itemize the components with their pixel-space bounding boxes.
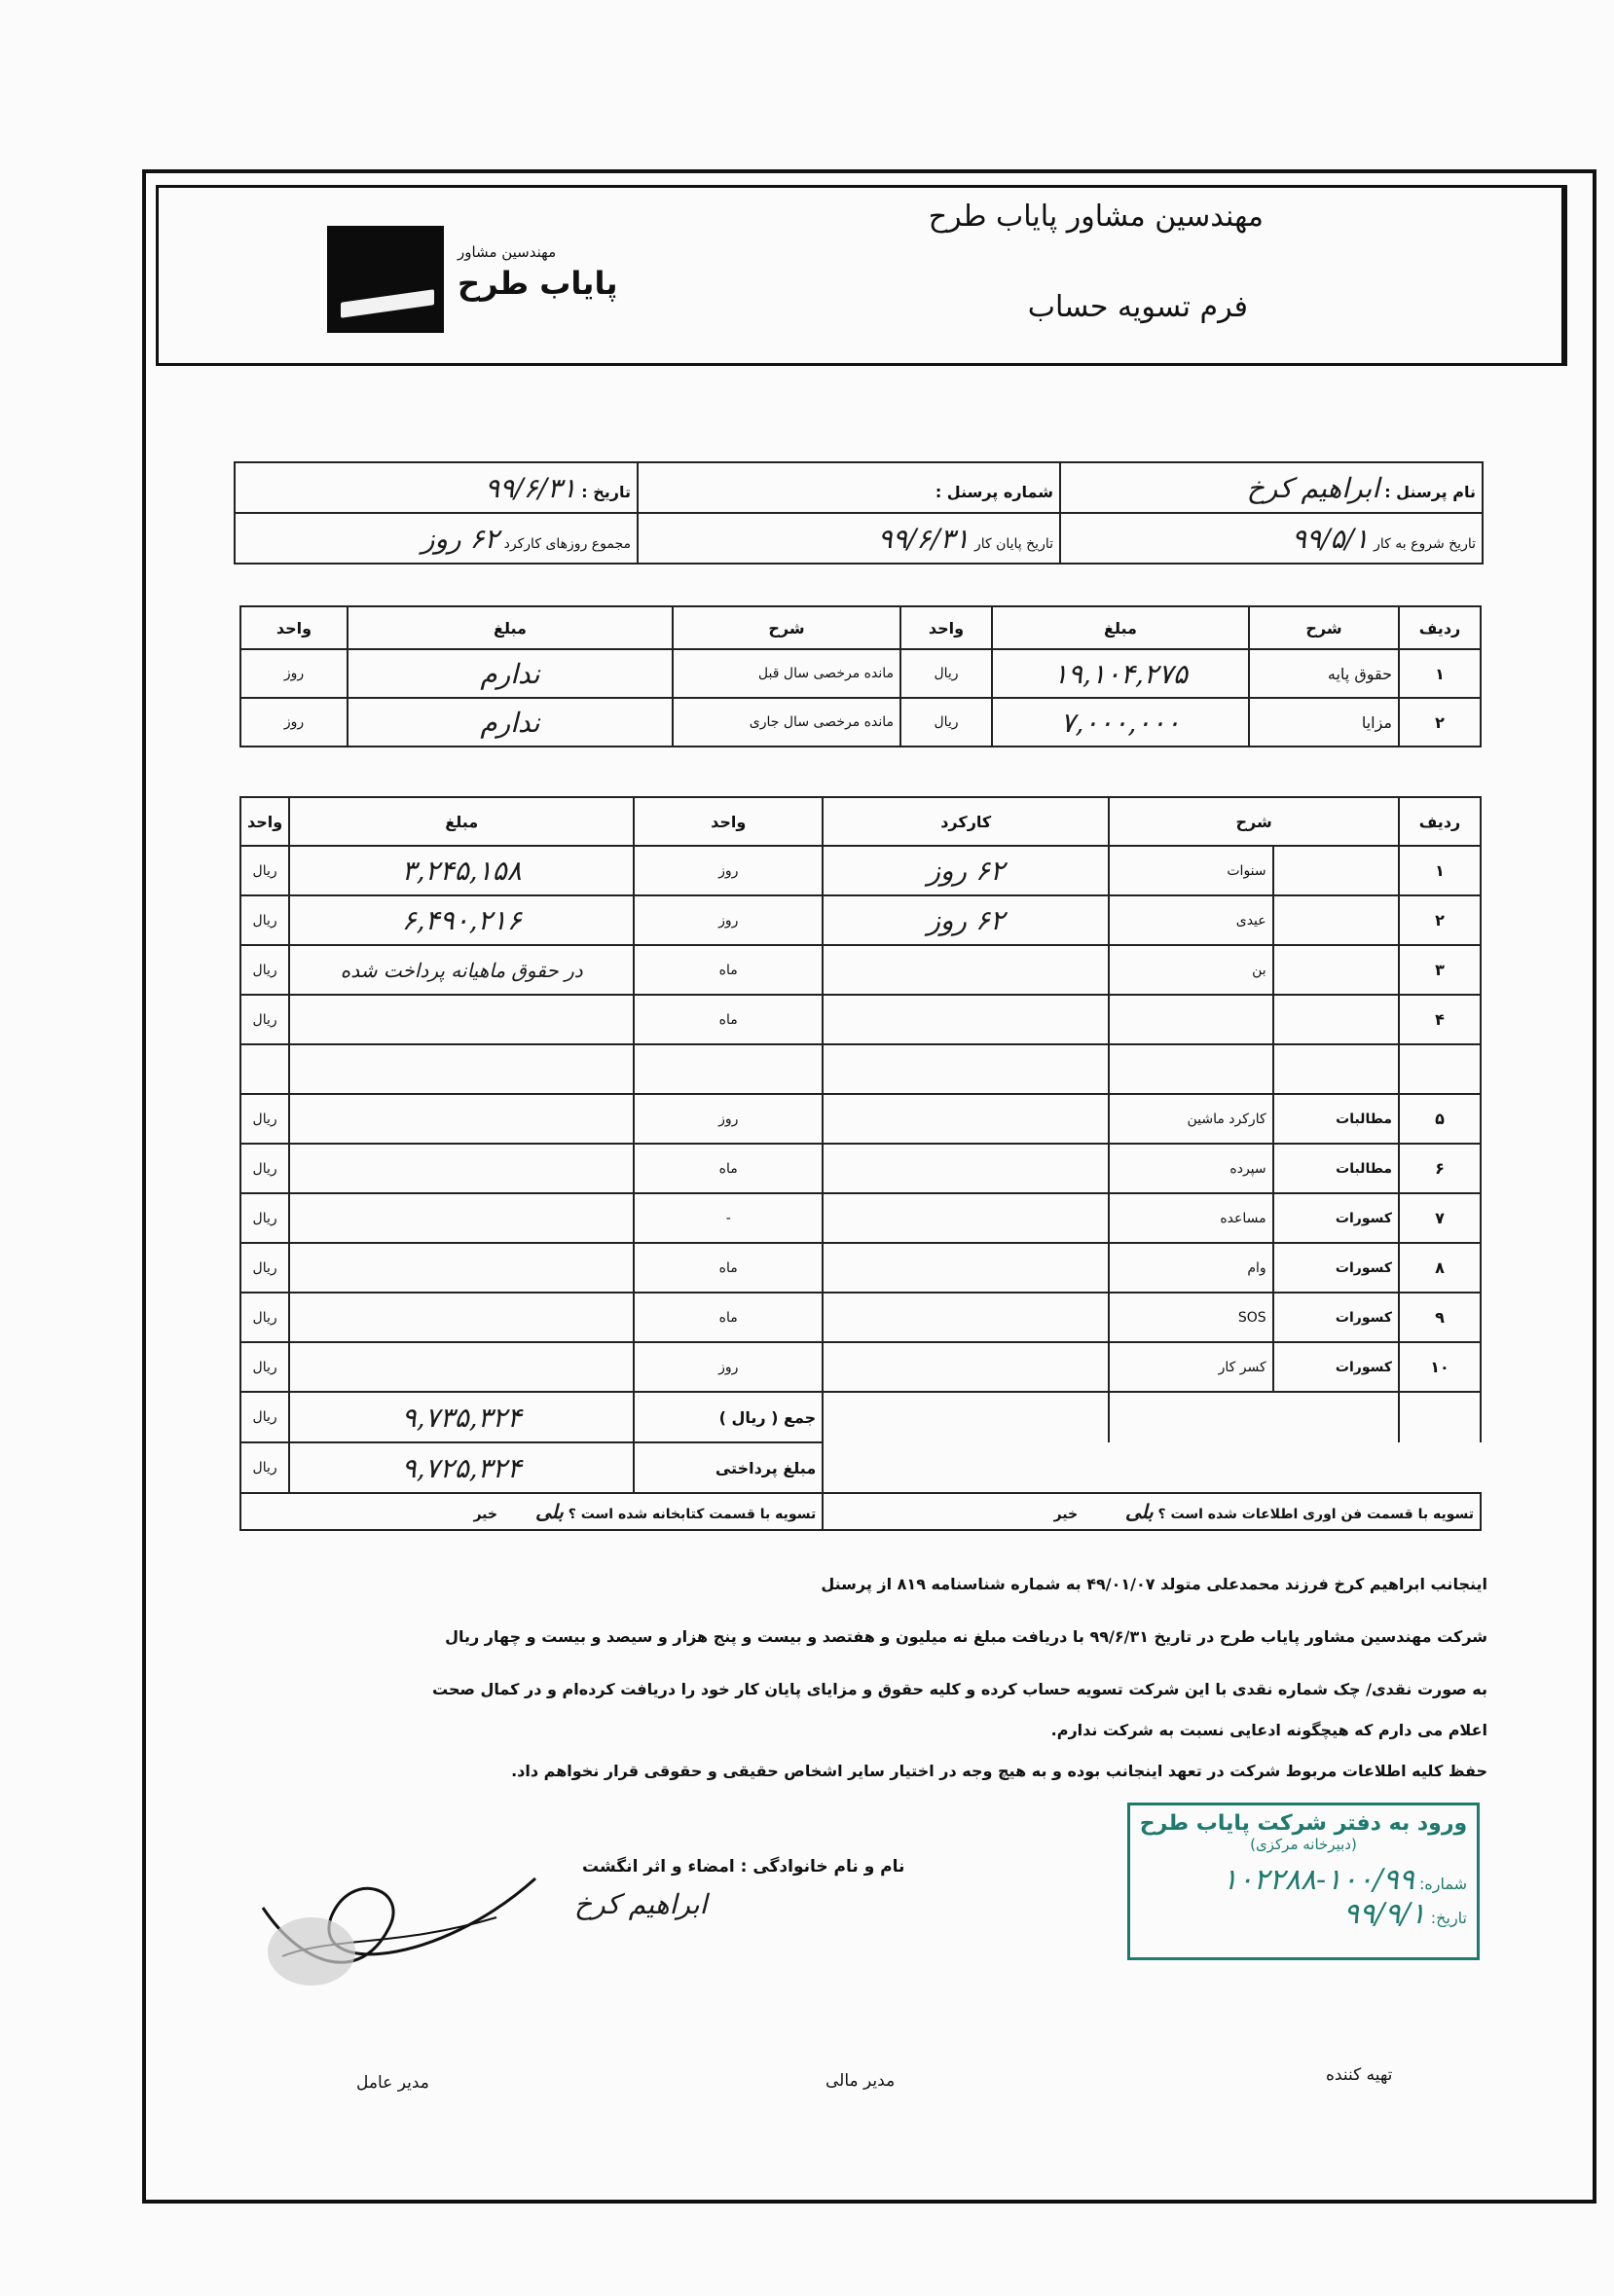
row-number: ۱ <box>1399 846 1481 895</box>
row-desc: حقوق پایه <box>1249 649 1399 698</box>
row-desc2: مانده مرخصی سال قبل <box>673 649 900 698</box>
row-work <box>823 1044 1109 1094</box>
row-desc: مساعده <box>1109 1193 1272 1243</box>
row-unit: ماه <box>634 1144 823 1193</box>
row-work: ۶۲ روز <box>823 895 1109 945</box>
row-unit <box>634 1044 823 1094</box>
row-category: مطالبات <box>1273 1144 1399 1193</box>
declaration-line-1: اینجانب ابراهیم کرخ فرزند محمدعلی متولد ۴۹/۰۱/۰۷ به شماره شناسنامه ۸۱۹ از پرسنل <box>821 1575 1487 1593</box>
row-number: ۴ <box>1399 995 1481 1044</box>
logo-big-text: پایاب طرح <box>458 265 618 302</box>
start-date-value: ۹۹/۵/۱ <box>1292 522 1370 555</box>
lib-yes: بلی <box>534 1500 564 1523</box>
row-category <box>1273 995 1399 1044</box>
row-unit2: ریال <box>240 1094 289 1144</box>
row-category <box>1273 945 1399 995</box>
personnel-no-label: شماره پرسنل : <box>935 482 1053 501</box>
row-amount <box>289 1193 634 1243</box>
row-amount <box>289 995 634 1044</box>
table-row <box>240 1293 1481 1342</box>
row-desc: وام <box>1109 1243 1272 1293</box>
paid-unit: ریال <box>240 1442 289 1493</box>
personnel-info-table <box>234 461 1484 565</box>
row-number: ۳ <box>1399 945 1481 995</box>
row-unit2: ریال <box>240 1193 289 1243</box>
start-date-label: تاریخ شروع به کار <box>1374 535 1476 552</box>
row-work <box>823 1193 1109 1243</box>
table-row <box>240 1342 1481 1392</box>
row-work <box>823 995 1109 1044</box>
row-work <box>823 1094 1109 1144</box>
table-row <box>240 649 1481 698</box>
row-category: کسورات <box>1273 1243 1399 1293</box>
total-label: جمع ( ریال ) <box>634 1392 823 1442</box>
col-header: واحد <box>240 797 289 846</box>
paid-label: مبلغ پرداختی <box>634 1442 823 1493</box>
table-row <box>240 698 1481 747</box>
row-unit2: ریال <box>240 995 289 1044</box>
company-name: مهندسین مشاور پایاب طرح <box>928 200 1264 234</box>
lib-no: خیر <box>473 1507 497 1522</box>
stamp-subtitle: (دبیرخانه مرکزی) <box>1250 1836 1357 1853</box>
total-days-label: مجموع روزهای کارکرد <box>503 535 631 552</box>
row-unit2: روز <box>240 649 348 698</box>
stamp-title: ورود به دفتر شرکت پایاب طرح <box>1139 1811 1468 1836</box>
row-unit: - <box>634 1193 823 1243</box>
logo-icon <box>327 226 444 333</box>
col-header: شرح <box>1249 606 1399 649</box>
settlement-table <box>239 796 1482 1531</box>
row-unit2: ریال <box>240 1144 289 1193</box>
row-work <box>823 1293 1109 1342</box>
declaration-line-4: اعلام می دارم که هیچگونه ادعایی نسبت به شرکت ندارم. <box>1050 1721 1487 1739</box>
row-number: ۱۰ <box>1399 1342 1481 1392</box>
declaration-line-3: به صورت نقدی/ چک شماره نقدی با این شرکت تسویه حساب کرده و کلیه حقوق و مزایای پایان کار خود را دریافت کرده‌ام و در کمال صحت <box>432 1680 1487 1698</box>
row-number: ۲ <box>1399 895 1481 945</box>
row-category: کسورات <box>1273 1342 1399 1392</box>
table-row <box>240 1243 1481 1293</box>
total-days-value: ۶۲ روز <box>422 522 499 555</box>
row-amount <box>289 1342 634 1392</box>
table-row <box>240 846 1481 895</box>
row-unit: ماه <box>634 945 823 995</box>
stamp-number-value: ۱۰۰/۹۹-۱۰۲۲۸۸ <box>1222 1863 1414 1897</box>
total-value: ۹,۷۳۵,۳۲۴ <box>289 1392 634 1442</box>
col-header: واحد <box>900 606 992 649</box>
row-category: مطالبات <box>1273 1094 1399 1144</box>
row-unit: ماه <box>634 1293 823 1342</box>
row-amount: در حقوق ماهیانه پرداخت شده <box>289 945 634 995</box>
table-row <box>240 895 1481 945</box>
table-row <box>240 995 1481 1044</box>
preparer-label: تهیه کننده <box>1326 2065 1393 2085</box>
it-yes: بلی <box>1124 1500 1154 1523</box>
signature-icon <box>243 1849 555 1995</box>
row-number: ۲ <box>1399 698 1481 747</box>
row-unit: ریال <box>900 698 992 747</box>
row-amount <box>289 1044 634 1094</box>
registry-stamp <box>1127 1803 1480 1960</box>
row-category <box>1273 846 1399 895</box>
end-date-label: تاریخ پایان کار <box>973 535 1053 552</box>
stamp-number-label: شماره: <box>1418 1875 1467 1893</box>
col-header: مبلغ <box>348 606 673 649</box>
row-amount: ۳,۲۴۵,۱۵۸ <box>289 846 634 895</box>
row-unit: روز <box>634 846 823 895</box>
logo-small-text: مهندسین مشاور <box>458 243 557 261</box>
form-title: فرم تسویه حساب <box>1027 290 1248 324</box>
row-unit2: ریال <box>240 945 289 995</box>
col-header: واحد <box>240 606 348 649</box>
signature-label: نام و نام خانوادگی : امضاء و اثر انگشت <box>582 1857 905 1877</box>
row-desc: سنوات <box>1109 846 1272 895</box>
declaration-line-2: شرکت مهندسین مشاور پایاب طرح در تاریخ ۹۹/۶/۳۱ با دریافت مبلغ نه میلیون و هفتصد و بیست و پنج هزار و سیصد و بیست و چهار ریال <box>445 1627 1487 1646</box>
row-unit2: ریال <box>240 1342 289 1392</box>
ceo-label: مدیر عامل <box>356 2073 429 2093</box>
row-amount: ۷,۰۰۰,۰۰۰ <box>992 698 1249 747</box>
table-row <box>240 1094 1481 1144</box>
row-amount2: ندارم <box>348 649 673 698</box>
col-header: ردیف <box>1399 606 1481 649</box>
table-row <box>240 1044 1481 1094</box>
row-work: ۶۲ روز <box>823 846 1109 895</box>
checks-row <box>240 1493 1481 1530</box>
date-value: ۹۹/۶/۳۱ <box>485 471 577 504</box>
row-unit: ریال <box>900 649 992 698</box>
end-date-value: ۹۹/۶/۳۱ <box>877 522 970 555</box>
row-desc: سپرده <box>1109 1144 1272 1193</box>
row-unit: ماه <box>634 995 823 1044</box>
col-header: کارکرد <box>823 797 1109 846</box>
row-unit: روز <box>634 895 823 945</box>
row-unit2: ریال <box>240 846 289 895</box>
row-number: ۶ <box>1399 1144 1481 1193</box>
col-header: مبلغ <box>992 606 1249 649</box>
row-amount <box>289 1094 634 1144</box>
finance-manager-label: مدیر مالی <box>825 2071 896 2091</box>
col-header: مبلغ <box>289 797 634 846</box>
row-category: کسورات <box>1273 1293 1399 1342</box>
signature-name: ابراهیم کرخ <box>574 1888 708 1920</box>
row-desc: بن <box>1109 945 1272 995</box>
row-unit2: ریال <box>240 1293 289 1342</box>
name-label: نام پرسنل : <box>1384 482 1476 501</box>
row-number: ۱ <box>1399 649 1481 698</box>
row-unit2: روز <box>240 698 348 747</box>
row-unit2: ریال <box>240 1243 289 1293</box>
paid-row <box>240 1442 1481 1493</box>
total-unit: ریال <box>240 1392 289 1442</box>
paid-value: ۹,۷۲۵,۳۲۴ <box>289 1442 634 1493</box>
row-number: ۷ <box>1399 1193 1481 1243</box>
row-amount <box>289 1144 634 1193</box>
row-work <box>823 1243 1109 1293</box>
declaration-line-5: حفظ کلیه اطلاعات مربوط شرکت در تعهد اینجانب بوده و به هیچ وجه در اختیار سایر اشخاص حقیقی و حقوقی قرار نخواهم داد. <box>511 1762 1487 1780</box>
row-work <box>823 1342 1109 1392</box>
col-header: ردیف <box>1399 797 1481 846</box>
table-row <box>240 1144 1481 1193</box>
stamp-date-label: تاریخ: <box>1430 1909 1467 1927</box>
row-desc: SOS <box>1109 1293 1272 1342</box>
total-row <box>240 1392 1481 1442</box>
row-category: کسورات <box>1273 1193 1399 1243</box>
row-amount2: ندارم <box>348 698 673 747</box>
row-unit: روز <box>634 1342 823 1392</box>
row-number: ۵ <box>1399 1094 1481 1144</box>
table-row <box>240 945 1481 995</box>
row-desc <box>1109 995 1272 1044</box>
row-number: ۹ <box>1399 1293 1481 1342</box>
lib-check-label: تسویه با قسمت کتابخانه شده است ؟ <box>568 1507 817 1522</box>
row-desc2: مانده مرخصی سال جاری <box>673 698 900 747</box>
row-amount: ۶,۴۹۰,۲۱۶ <box>289 895 634 945</box>
date-label: تاریخ : <box>581 482 631 501</box>
stamp-date-value: ۹۹/۹/۱ <box>1343 1897 1426 1931</box>
row-desc: کارکرد ماشین <box>1109 1094 1272 1144</box>
col-header: شرح <box>1109 797 1399 846</box>
row-unit: ماه <box>634 1243 823 1293</box>
row-amount: ۱۹,۱۰۴,۲۷۵ <box>992 649 1249 698</box>
row-unit: روز <box>634 1094 823 1144</box>
col-header: واحد <box>634 797 823 846</box>
row-number <box>1399 1044 1481 1094</box>
row-unit2: ریال <box>240 895 289 945</box>
row-work <box>823 945 1109 995</box>
it-no: خیر <box>1053 1507 1079 1522</box>
table-row <box>240 1193 1481 1243</box>
name-value: ابراهیم کرخ <box>1246 471 1380 504</box>
row-number: ۸ <box>1399 1243 1481 1293</box>
row-desc: کسر کار <box>1109 1342 1272 1392</box>
row-category <box>1273 895 1399 945</box>
row-unit2 <box>240 1044 289 1094</box>
row-amount <box>289 1243 634 1293</box>
row-amount <box>289 1293 634 1342</box>
row-category <box>1273 1044 1399 1094</box>
row-desc <box>1109 1044 1272 1094</box>
row-work <box>823 1144 1109 1193</box>
salary-table <box>239 605 1482 747</box>
row-desc: عیدی <box>1109 895 1272 945</box>
col-header: شرح <box>673 606 900 649</box>
it-check-label: تسویه با قسمت فن اوری اطلاعات شده است ؟ <box>1157 1507 1474 1522</box>
row-desc: مزایا <box>1249 698 1399 747</box>
